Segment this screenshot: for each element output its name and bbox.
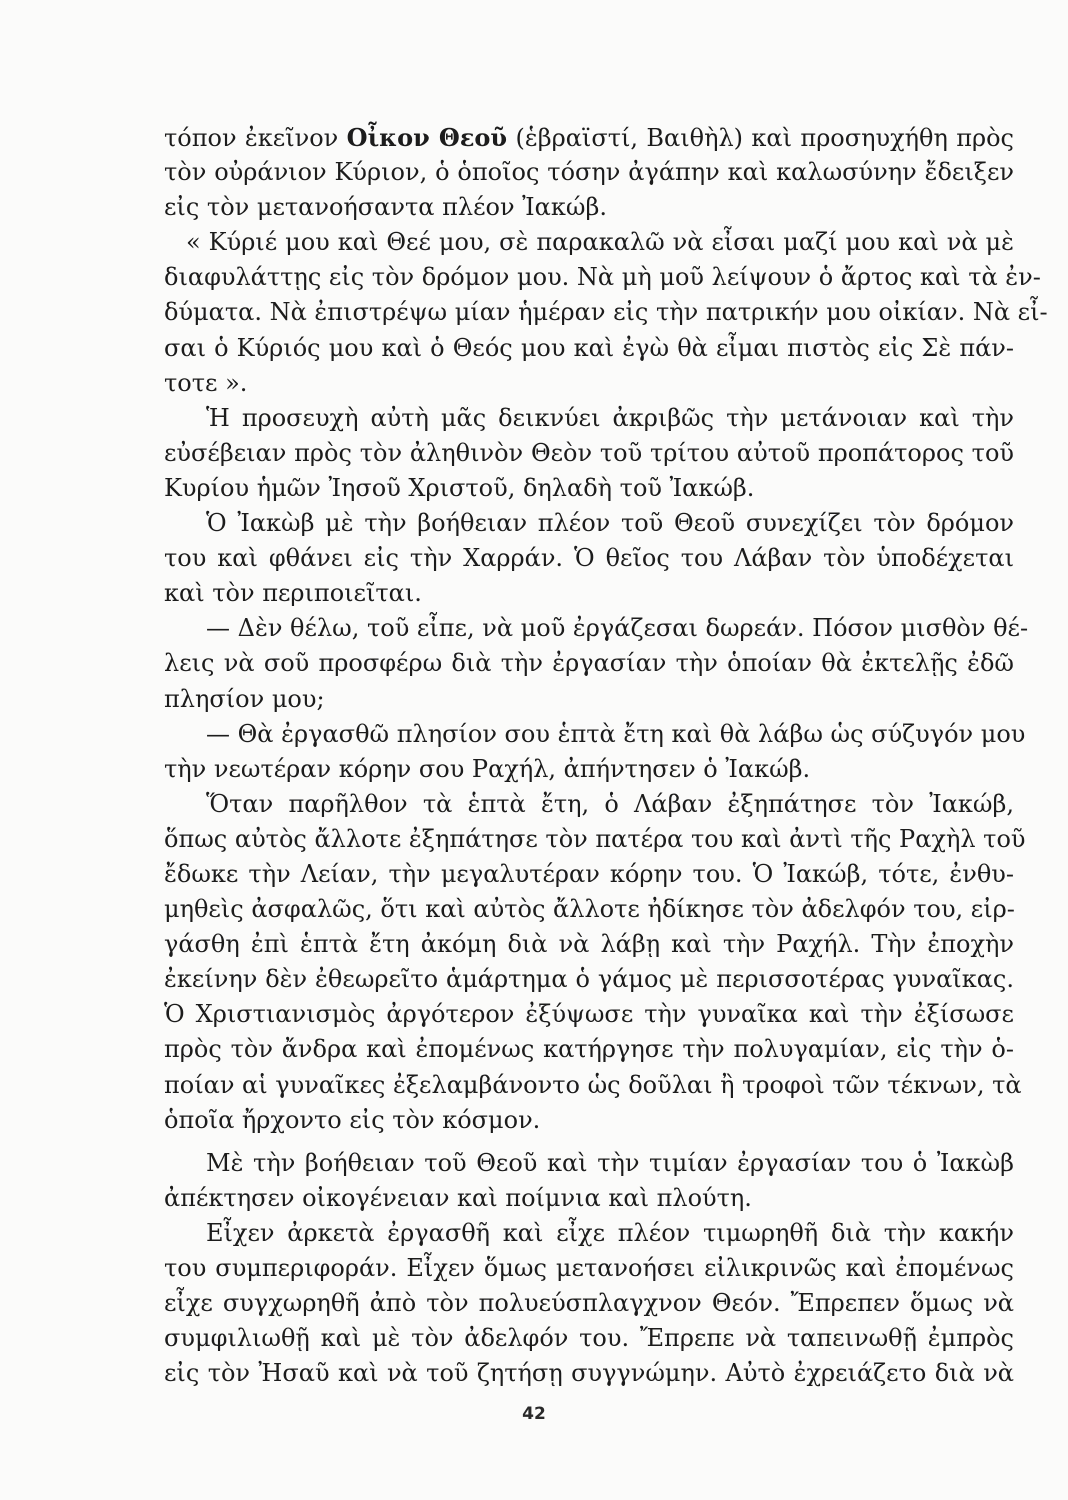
bold-term: Οἶκον Θεοῦ bbox=[346, 123, 508, 152]
text-line: ἐκείνην δὲν ἐθεωρεῖτο ἁμάρτημα ὁ γάμος μὲ περισσοτέρας γυναῖκας. bbox=[164, 965, 1014, 994]
text-line: ὅπως αὐτὸς ἄλλοτε ἐξηπάτησε τὸν πατέρα του καὶ ἀντὶ τῆς Ραχὴλ τοῦ bbox=[164, 824, 1026, 853]
paragraph bbox=[164, 120, 1014, 225]
paragraph bbox=[164, 225, 1048, 400]
text-line: Ἡ προσευχὴ αὐτὴ μᾶς δεικνύει ἀκριβῶς τὴν μετάνοιαν καὶ τὴν bbox=[206, 403, 1014, 432]
text-line: ἀπέκτησεν οἰκογένειαν καὶ ποίμνια καὶ πλούτη. bbox=[164, 1183, 752, 1212]
text-line: Εἶχεν ἀρκετὰ ἐργασθῆ καὶ εἶχε πλέον τιμωρηθῆ διὰ τὴν κακήν bbox=[206, 1218, 1014, 1247]
text-line: — Δὲν θέλω, τοῦ εἶπε, νὰ μοῦ ἐργάζεσαι δωρεάν. Πόσον μισθὸν θέ- bbox=[206, 614, 1029, 643]
text-line: « Κύριέ μου καὶ Θεέ μου, σὲ παρακαλῶ νὰ εἶσαι μαζί μου καὶ νὰ μὲ bbox=[186, 228, 1014, 257]
text-line: τοτε ». bbox=[164, 368, 248, 397]
text-line: Μὲ τὴν βοήθειαν τοῦ Θεοῦ καὶ τὴν τιμίαν ἐργασίαν του ὁ Ἰακὼβ bbox=[206, 1148, 1014, 1177]
text-line: εὐσέβειαν πρὸς τὸν ἀληθινὸν Θεὸν τοῦ τρίτου αὐτοῦ προπάτορος τοῦ bbox=[164, 438, 1014, 467]
paragraph bbox=[164, 1146, 1014, 1216]
paragraph bbox=[164, 611, 1029, 716]
text-line: μηθεὶς ἀσφαλῶς, ὅτι καὶ αὐτὸς ἄλλοτε ἠδίκησε τὸν ἀδελφόν του, εἰρ- bbox=[164, 895, 1015, 924]
text-span: τόπον ἐκεῖνον bbox=[164, 124, 347, 152]
text-line: του συμπεριφοράν. Εἶχεν ὅμως μετανοήσει εἰλικρινῶς καὶ ἐπομένως bbox=[164, 1254, 1014, 1282]
text-line: εἶχε συγχωρηθῆ ἀπὸ τὸν πολυεύσπλαγχνον Θεόν. Ἔπρεπεν ὅμως νὰ bbox=[164, 1289, 1014, 1318]
text-line: Ὁ Ἰακὼβ μὲ τὴν βοήθειαν πλέον τοῦ Θεοῦ συνεχίζει τὸν δρόμον bbox=[206, 509, 1014, 538]
text-line: Κυρίου ἡμῶν Ἰησοῦ Χριστοῦ, δηλαδὴ τοῦ Ἰακώβ. bbox=[164, 473, 755, 502]
text-line: σαι ὁ Κύριός μου καὶ ὁ Θεός μου καὶ ἐγὼ θὰ εἶμαι πιστὸς εἰς Σὲ πάν- bbox=[164, 333, 1014, 362]
text-line: — Θὰ ἐργασθῶ πλησίον σου ἑπτὰ ἔτη καὶ θὰ λάβω ὡς σύζυγόν μου bbox=[206, 719, 1026, 748]
text-line: ὁποῖα ἤρχοντο εἰς τὸν κόσμον. bbox=[164, 1105, 541, 1134]
text-line: συμφιλιωθῇ καὶ μὲ τὸν ἀδελφόν του. Ἔπρεπε νὰ ταπεινωθῇ ἐμπρὸς bbox=[164, 1324, 1014, 1353]
text-line: του καὶ φθάνει εἰς τὴν Χαρράν. Ὁ θεῖος του Λάβαν τὸν ὑποδέχεται bbox=[164, 544, 1014, 573]
paragraph bbox=[164, 717, 1026, 787]
text-line bbox=[164, 120, 1014, 155]
paragraph bbox=[164, 787, 1026, 1138]
text-line: τὸν οὐράνιον Κύριον, ὁ ὁποῖος τόσην ἀγάπην καὶ καλωσύνην ἔδειξεν bbox=[164, 158, 1014, 187]
paragraph bbox=[164, 506, 1014, 611]
text-line: εἰς τὸν μετανοήσαντα πλέον Ἰακώβ. bbox=[164, 193, 607, 222]
text-line: καὶ τὸν περιποιεῖται. bbox=[164, 579, 422, 608]
paragraph-gap bbox=[164, 1138, 1014, 1146]
body-text bbox=[164, 120, 1048, 1391]
text-line: δύματα. Νὰ ἐπιστρέψω μίαν ἡμέραν εἰς τὴν πατρικήν μου οἰκίαν. Νὰ εἶ- bbox=[164, 298, 1048, 327]
text-line: λεις νὰ σοῦ προσφέρω διὰ τὴν ἐργασίαν τὴν ὁποίαν θὰ ἐκτελῇς ἐδῶ bbox=[164, 649, 1014, 678]
text-line: Ὁ Χριστιανισμὸς ἀργότερον ἐξύψωσε τὴν γυναῖκα καὶ τὴν ἐξίσωσε bbox=[164, 1000, 1014, 1029]
paragraph bbox=[164, 1216, 1014, 1391]
text-line: τὴν νεωτέραν κόρην σου Ραχήλ, ἀπήντησεν ὁ Ἰακώβ. bbox=[164, 754, 811, 783]
text-line: ἔδωκε τὴν Λείαν, τὴν μεγαλυτέραν κόρην του. Ὁ Ἰακώβ, τότε, ἐνθυ- bbox=[164, 859, 1014, 888]
text-line: πλησίον μου; bbox=[164, 684, 325, 713]
page-number: 42 bbox=[522, 1404, 546, 1424]
text-line: γάσθη ἐπὶ ἑπτὰ ἔτη ἀκόμη διὰ νὰ λάβῃ καὶ τὴν Ραχήλ. Τὴν ἐποχὴν bbox=[164, 930, 1014, 959]
text-line: Ὅταν παρῆλθον τὰ ἑπτὰ ἔτη, ὁ Λάβαν ἐξηπάτησε τὸν Ἰακώβ, bbox=[206, 789, 1014, 818]
text-line: διαφυλάττῃς εἰς τὸν δρόμον μου. Νὰ μὴ μοῦ λείψουν ὁ ἄρτος καὶ τὰ ἐν- bbox=[164, 263, 1041, 292]
text-line: ποίαν αἱ γυναῖκες ἐξελαμβάνοντο ὡς δοῦλαι ἢ τροφοὶ τῶν τέκνων, τὰ bbox=[164, 1070, 1022, 1099]
paragraph bbox=[164, 401, 1014, 506]
text-line: εἰς τὸν Ἠσαῦ καὶ νὰ τοῦ ζητήσῃ συγγνώμην. Αὐτὸ ἐχρειάζετο διὰ νὰ bbox=[164, 1359, 1014, 1388]
text-line: πρὸς τὸν ἄνδρα καὶ ἐπομένως κατήργησε τὴν πολυγαμίαν, εἰς τὴν ὁ- bbox=[164, 1035, 1014, 1064]
text-span: (ἑβραϊστί, Βαιθὴλ) καὶ προσηυχήθη πρὸς bbox=[507, 124, 1015, 152]
